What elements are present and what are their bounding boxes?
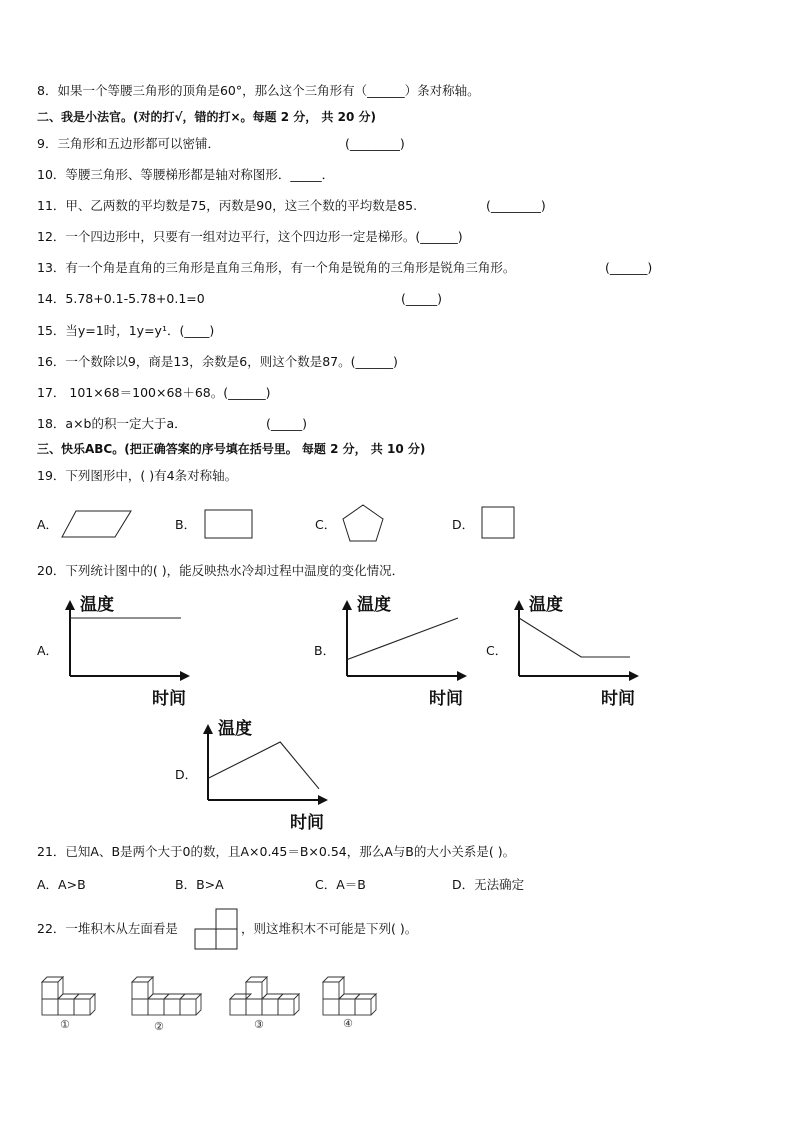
x-axis-arrow xyxy=(457,671,467,681)
block-caption-1: ① xyxy=(60,1018,70,1031)
y-axis-arrow xyxy=(203,724,213,734)
question-22-suffix: ，则这堆积木不可能是下列( )。 xyxy=(241,921,418,936)
series-line xyxy=(347,618,458,660)
question-8: 8．如果一个等腰三角形的顶角是60°，那么这个三角形有（______）条对称轴。 xyxy=(37,83,480,98)
block-stack-3 xyxy=(230,977,299,1015)
y-axis-label: 温度 xyxy=(529,595,563,615)
question-10: 10．等腰三角形、等腰梯形都是轴对称图形．_____． xyxy=(37,167,335,182)
q21-option-b: B．B>A xyxy=(175,877,224,892)
question-11-blank[interactable]: (________) xyxy=(486,198,546,213)
x-axis-label: 时间 xyxy=(601,689,635,709)
x-axis-arrow xyxy=(318,795,328,805)
block-caption-2: ② xyxy=(154,1020,164,1033)
section-3-title: 三、快乐ABC。(把正确答案的序号填在括号里。 每题 2 分， 共 10 分) xyxy=(37,442,426,456)
question-9: 9．三角形和五边形都可以密铺． xyxy=(37,136,220,151)
x-axis-label: 时间 xyxy=(429,689,463,709)
section-2-title: 二、我是小法官。(对的打√，错的打×。每题 2 分， 共 20 分) xyxy=(37,110,376,124)
chart-b xyxy=(333,588,483,710)
series-line xyxy=(208,742,319,789)
square-shape xyxy=(480,505,518,541)
parallelogram-shape xyxy=(60,508,134,540)
y-axis-arrow xyxy=(514,600,524,610)
question-22-prefix: 22．一堆积木从左面看是 xyxy=(37,921,178,936)
q20-option-d-label: D． xyxy=(175,767,198,782)
x-axis-label: 时间 xyxy=(152,689,186,709)
question-14: 14．5.78+0.1-5.78+0.1=0 xyxy=(37,291,205,306)
question-11: 11．甲、乙两数的平均数是75，丙数是90，这三个数的平均数是85. xyxy=(37,198,418,213)
question-20: 20．下列统计图中的( )，能反映热水冷却过程中温度的变化情况． xyxy=(37,563,405,578)
series-line xyxy=(519,618,630,657)
block-stack-2 xyxy=(132,977,201,1015)
q20-option-c-label: C． xyxy=(486,643,508,658)
q20-option-a-label: A． xyxy=(37,643,59,658)
block-caption-4: ④ xyxy=(343,1017,353,1030)
q19-option-d-label: D． xyxy=(452,517,475,532)
question-13: 13．有一个角是直角的三角形是直角三角形，有一个角是锐角的三角形是锐角三角形。 xyxy=(37,260,516,275)
q19-option-a-label: A． xyxy=(37,517,59,532)
block-caption-3: ③ xyxy=(254,1018,264,1031)
y-axis-label: 温度 xyxy=(80,595,114,615)
block-stack-4 xyxy=(323,977,376,1015)
question-21: 21．已知A、B是两个大于0的数，且A×0.45＝B×0.54，那么A与B的大小关系是( )。 xyxy=(37,844,516,859)
chart-a xyxy=(56,588,206,710)
y-axis-arrow xyxy=(65,600,75,610)
y-axis-arrow xyxy=(342,600,352,610)
question-13-blank[interactable]: (______) xyxy=(605,260,653,275)
y-axis-label: 温度 xyxy=(357,595,391,615)
question-15: 15．当y=1时，1y=y¹．(____) xyxy=(37,323,215,338)
chart-d xyxy=(194,712,344,834)
rectangle-shape xyxy=(203,508,255,540)
question-17: 17． 101×68＝100×68＋68。(______) xyxy=(37,385,271,400)
question-16: 16．一个数除以9，商是13，余数是6，则这个数是87。(______) xyxy=(37,354,398,369)
question-18: 18．a×b的积一定大于a． xyxy=(37,416,187,431)
q20-option-b-label: B． xyxy=(314,643,336,658)
question-14-blank[interactable]: (_____) xyxy=(401,291,443,306)
chart-c xyxy=(505,588,655,710)
x-axis-label: 时间 xyxy=(290,813,324,833)
left-view-figure xyxy=(193,907,239,951)
question-12: 12．一个四边形中，只要有一组对边平行，这个四边形一定是梯形。(______) xyxy=(37,229,463,244)
question-9-blank[interactable]: (________) xyxy=(345,136,405,151)
question-19: 19．下列图形中，( )有4条对称轴。 xyxy=(37,468,238,483)
block-stack-1 xyxy=(42,977,95,1015)
q21-option-d: D．无法确定 xyxy=(452,877,525,892)
pentagon-shape xyxy=(340,503,386,543)
block-stack-options xyxy=(36,972,416,1034)
y-axis-label: 温度 xyxy=(218,719,252,739)
x-axis-arrow xyxy=(180,671,190,681)
q21-option-c: C．A＝B xyxy=(315,877,366,892)
x-axis-arrow xyxy=(629,671,639,681)
q19-option-b-label: B． xyxy=(175,517,197,532)
question-18-blank[interactable]: (_____) xyxy=(266,416,308,431)
q19-option-c-label: C． xyxy=(315,517,337,532)
q21-option-a: A．A>B xyxy=(37,877,86,892)
